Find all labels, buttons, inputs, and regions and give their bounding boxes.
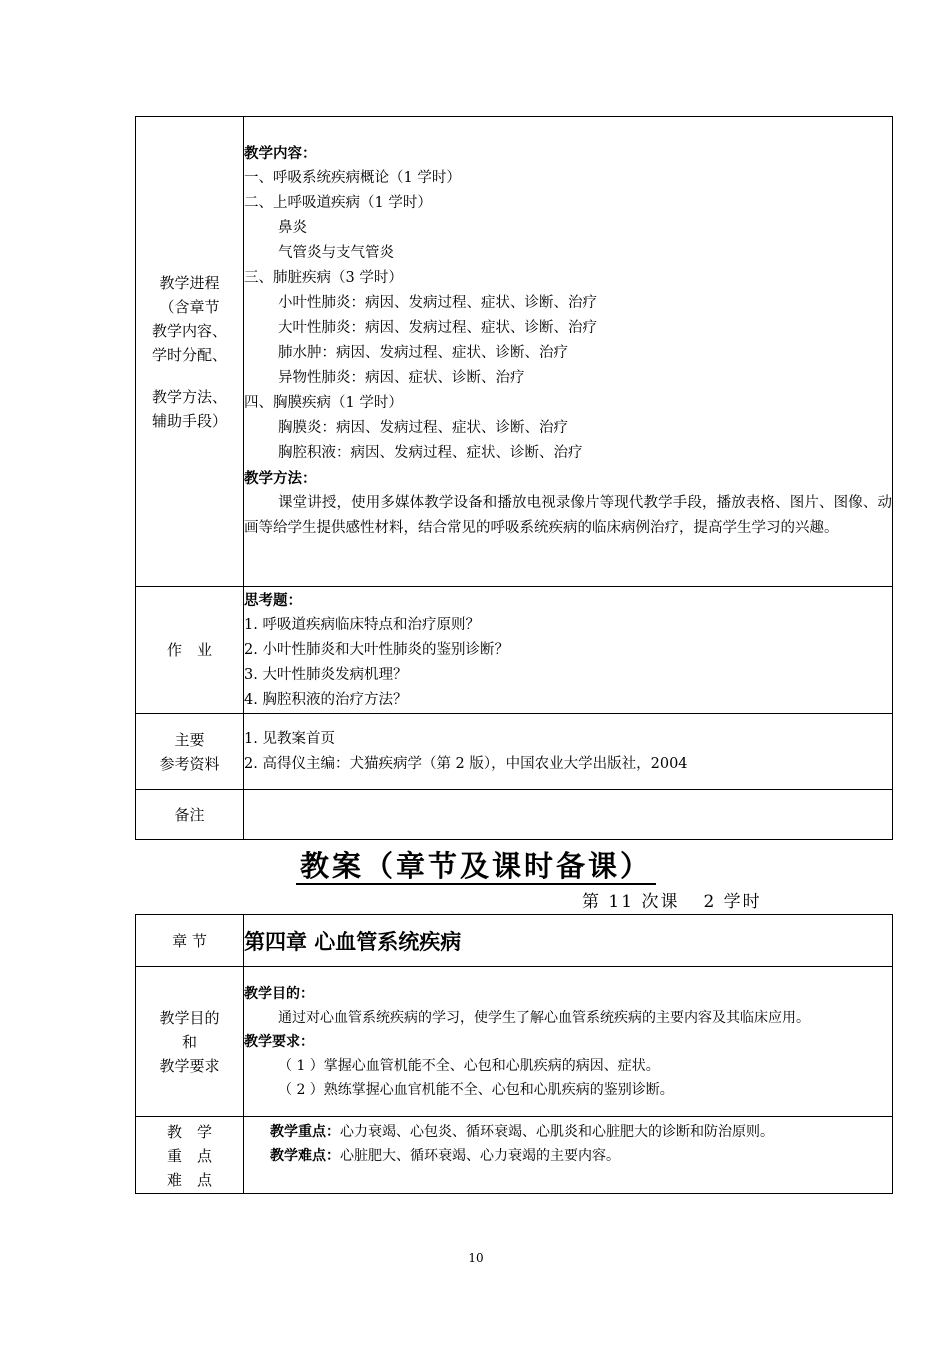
content-line: 气管炎与支气管炎 — [278, 245, 394, 261]
page-number: 10 — [468, 1251, 484, 1265]
homework-item: 3. 大叶性肺炎发病机理？ — [244, 666, 408, 683]
progress-content-cell — [244, 117, 893, 587]
homework-item: 4. 胸腔积液的治疗方法？ — [244, 691, 408, 708]
req-heading: 教学要求： — [244, 1033, 314, 1050]
ref-item: 2. 高得仪主编：犬猫疾病学（第 2 版），中国农业大学出版社，2004 — [244, 755, 688, 772]
homework-heading: 思考题： — [244, 591, 302, 609]
page-title — [0, 846, 952, 886]
progress-label-line: 辅助手段） — [151, 411, 227, 430]
method-text: 课堂讲授，使用多媒体教学设备和播放电视录像片等现代教学手段，播放表格、图片、图像、动画等给学生提供感性材料，结合常见的呼吸系统疾病的临床病例治疗，提高学生学习的兴趣。 — [244, 495, 892, 536]
notes-label: 备注 — [136, 790, 244, 840]
refs-label-line: 主要 — [174, 730, 205, 749]
content-line: 大叶性肺炎：病因、发病过程、症状、诊断、治疗 — [278, 320, 597, 336]
refs-cell — [244, 714, 893, 790]
goal-label-line: 教学目的 — [159, 1008, 220, 1027]
content-line: 鼻炎 — [278, 220, 307, 236]
key-label-line: 难 点 — [166, 1171, 212, 1189]
goal-heading: 教学目的： — [244, 985, 314, 1002]
lesson-table-1 — [135, 116, 893, 840]
content-lines — [244, 166, 892, 466]
diff-line — [270, 1144, 892, 1168]
lesson-table-2 — [135, 914, 893, 1194]
progress-label-line: 教学内容、 — [151, 321, 227, 340]
notes-cell — [244, 790, 893, 840]
content-line: 异物性肺炎：病因、症状、诊断、治疗 — [278, 370, 525, 386]
ref-item: 1. 见教案首页 — [244, 730, 335, 747]
key-label-line: 重 点 — [166, 1147, 212, 1165]
req-item: （ 1 ）掌握心血管机能不全、心包和心肌疾病的病因、症状。 — [278, 1057, 660, 1074]
content-line: 肺水肿：病因、发病过程、症状、诊断、治疗 — [278, 345, 568, 361]
key-label-cell — [136, 1117, 244, 1194]
progress-label-line: 教学方法、 — [151, 387, 227, 406]
content-line: 三、肺脏疾病（3 学时） — [244, 270, 403, 286]
progress-label-line: 教学进程 — [159, 273, 220, 292]
progress-label-cell — [136, 117, 244, 587]
homework-label: 作 业 — [136, 587, 244, 714]
page-title-text: 教案（章节及课时备课） — [296, 849, 656, 885]
content-heading: 教学内容： — [244, 145, 317, 162]
goal-label-line: 教学要求 — [159, 1056, 220, 1075]
refs-label-cell — [136, 714, 244, 790]
content-line: 小叶性肺炎：病因、发病过程、症状、诊断、治疗 — [278, 295, 597, 311]
session-lesson: 第 11 次课 — [582, 892, 680, 912]
key-label-line: 教 学 — [166, 1123, 212, 1141]
key-text: 心力衰竭、心包炎、循环衰竭、心肌炎和心脏肥大的诊断和防治原则。 — [340, 1124, 774, 1140]
goal-cell — [244, 967, 893, 1117]
diff-heading: 教学难点： — [270, 1148, 340, 1164]
chapter-label: 章 节 — [136, 915, 244, 967]
session-info — [582, 890, 762, 914]
homework-cell — [244, 587, 893, 714]
key-heading: 教学重点： — [270, 1124, 340, 1140]
chapter-title: 第四章 心血管系统疾病 — [244, 915, 893, 967]
homework-item: 1. 呼吸道疾病临床特点和治疗原则？ — [244, 616, 480, 633]
goal-label-line: 和 — [181, 1032, 197, 1051]
key-cell — [244, 1117, 893, 1194]
progress-label-line: 学时分配、 — [151, 345, 227, 364]
content-line: 胸腔积液：病因、发病过程、症状、诊断、治疗 — [278, 445, 583, 461]
key-line — [270, 1120, 892, 1144]
goal-label-cell — [136, 967, 244, 1117]
content-line: 四、胸膜疾病（1 学时） — [244, 395, 403, 411]
content-line: 胸膜炎：病因、发病过程、症状、诊断、治疗 — [278, 420, 568, 436]
goal-text: 通过对心血管系统疾病的学习，使学生了解心血管系统疾病的主要内容及其临床应用。 — [278, 1009, 810, 1026]
content-line: 一、呼吸系统疾病概论（1 学时） — [244, 170, 461, 186]
diff-text: 心脏肥大、循环衰竭、心力衰竭的主要内容。 — [340, 1148, 620, 1164]
progress-label-line: （含章节 — [159, 297, 220, 316]
session-hours: 2 学时 — [703, 892, 762, 912]
homework-item: 2. 小叶性肺炎和大叶性肺炎的鉴别诊断？ — [244, 641, 509, 658]
refs-label-line: 参考资料 — [159, 754, 220, 773]
content-line: 二、上呼吸道疾病（1 学时） — [244, 195, 432, 211]
req-item: （ 2 ）熟练掌握心血官机能不全、心包和心肌疾病的鉴别诊断。 — [278, 1081, 674, 1098]
method-heading: 教学方法： — [244, 470, 317, 487]
